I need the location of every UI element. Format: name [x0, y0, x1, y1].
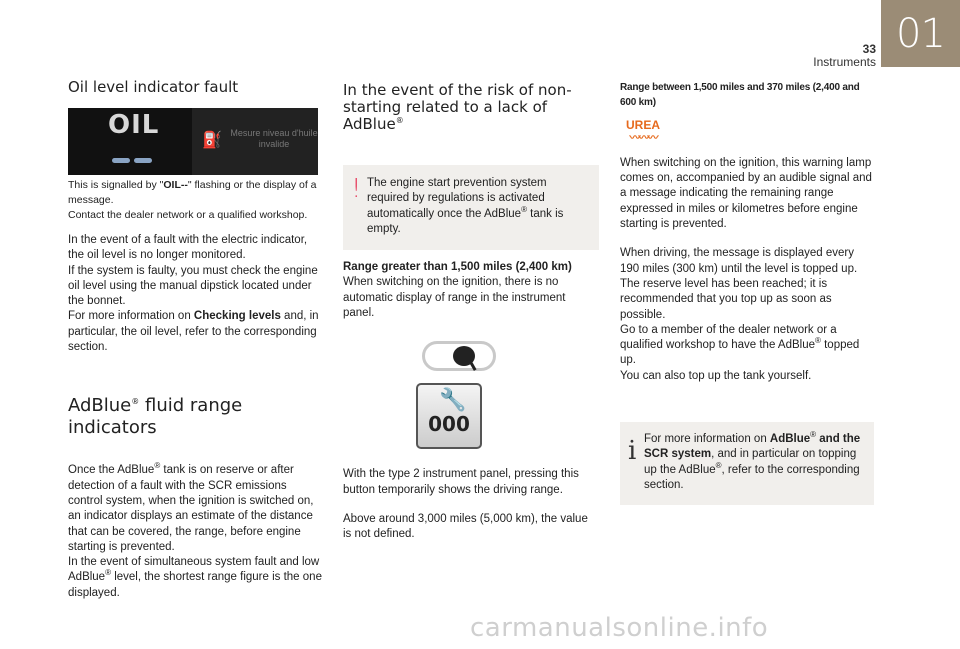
page-number: 33: [862, 42, 876, 56]
range-counter: 000: [428, 412, 470, 437]
type2-text: With the type 2 instrument panel, pressing this button temporarily shows the driving range.: [343, 468, 579, 496]
range-button-figure: [406, 341, 536, 453]
warning-icon: !: [351, 174, 362, 204]
section-title: Instruments: [813, 55, 876, 69]
warning-box: [343, 165, 599, 250]
risk-heading: In the event of the risk of non- starting related to a lack of AdBlue®: [343, 81, 572, 133]
oil-can-icon: ⛽: [202, 130, 222, 149]
oil-display-word: OIL: [108, 110, 160, 140]
watermark: carmanualsonline.info: [470, 613, 769, 643]
range-between-paragraph-1: When switching on the ignition, this warning lamp comes on, accompanied by an audible signal and a message indicating the remaining range expressed in miles or kilometres before engine starting is prevented.: [620, 156, 872, 231]
info-text: For more information on AdBlue® and the SCR system, and in particular on topping up the AdBlue®, refer to the corresponding section.: [644, 430, 861, 491]
oil-paragraph-2: If the system is faulty, you must check the engine oil level using the manual dipstick located under the bonnet.: [68, 264, 318, 308]
info-box: [620, 422, 874, 505]
range-between-paragraph-2: When driving, the message is displayed every 190 miles (300 km) until the level is topped up.: [620, 247, 858, 275]
adblue-range-heading: AdBlue® fluid range indicators: [68, 395, 243, 439]
range-button: [416, 383, 482, 449]
warning-text: The engine start prevention system required by regulations is activated automatically once the AdBlue® tank is empty.: [367, 177, 564, 235]
oil-paragraph-3: For more information on Checking levels and, in particular, the oil level, refer to the corresponding section.: [68, 310, 319, 354]
above-range-text: Above around 3,000 miles (5,000 km), the value is not defined.: [343, 512, 588, 541]
column-2: [343, 82, 599, 543]
column-1: [68, 78, 324, 601]
adblue-paragraph-1: Once the AdBlue® tank is on reserve or after detection of a fault with the SCR emissions control system, when the ignition is switched on, an indicator displays an estimate of the distance that can be covered, the range, before engine starting is prevented.: [68, 461, 314, 553]
oil-dash-1: [112, 158, 130, 163]
info-icon: i: [628, 436, 637, 467]
oil-dash-2: [134, 158, 152, 163]
range-greater-heading: Range greater than 1,500 miles (2,400 km): [343, 261, 572, 274]
range-between-paragraph-5: You can also top up the tank yourself.: [620, 369, 812, 382]
gauge-icon: [422, 341, 496, 371]
range-between-heading: Range between 1,500 miles and 370 miles (2,400 and 600 km): [620, 82, 860, 109]
chapter-tab: 01: [881, 0, 960, 67]
range-greater-text: When switching on the ignition, there is no automatic display of range in the instrument panel.: [343, 276, 566, 320]
range-between-paragraph-3: The reserve level has been reached; it is recommended that you top up as soon as possible.: [620, 277, 832, 321]
wrench-icon: 🔧: [439, 388, 467, 414]
urea-warning-lamp-icon: UREA 〰〰〰: [626, 117, 661, 144]
oil-display-image: [68, 108, 318, 175]
oil-fault-heading: Oil level indicator fault: [68, 78, 239, 96]
oil-caption: This is signalled by "OIL--" flashing or the display of a message. Contact the dealer network or a qualified workshop.: [68, 179, 317, 221]
column-3: [620, 80, 876, 505]
oil-display-message: Mesure niveau d'huile invalide: [230, 128, 318, 149]
oil-paragraph-1: In the event of a fault with the electric indicator, the oil level is no longer monitored.: [68, 234, 308, 262]
adblue-paragraph-2: In the event of simultaneous system fault and low AdBlue® level, the shortest range figure is the one displayed.: [68, 556, 322, 599]
range-between-paragraph-4: Go to a member of the dealer network or a qualified workshop to have the AdBlue® topped up.: [620, 323, 860, 367]
